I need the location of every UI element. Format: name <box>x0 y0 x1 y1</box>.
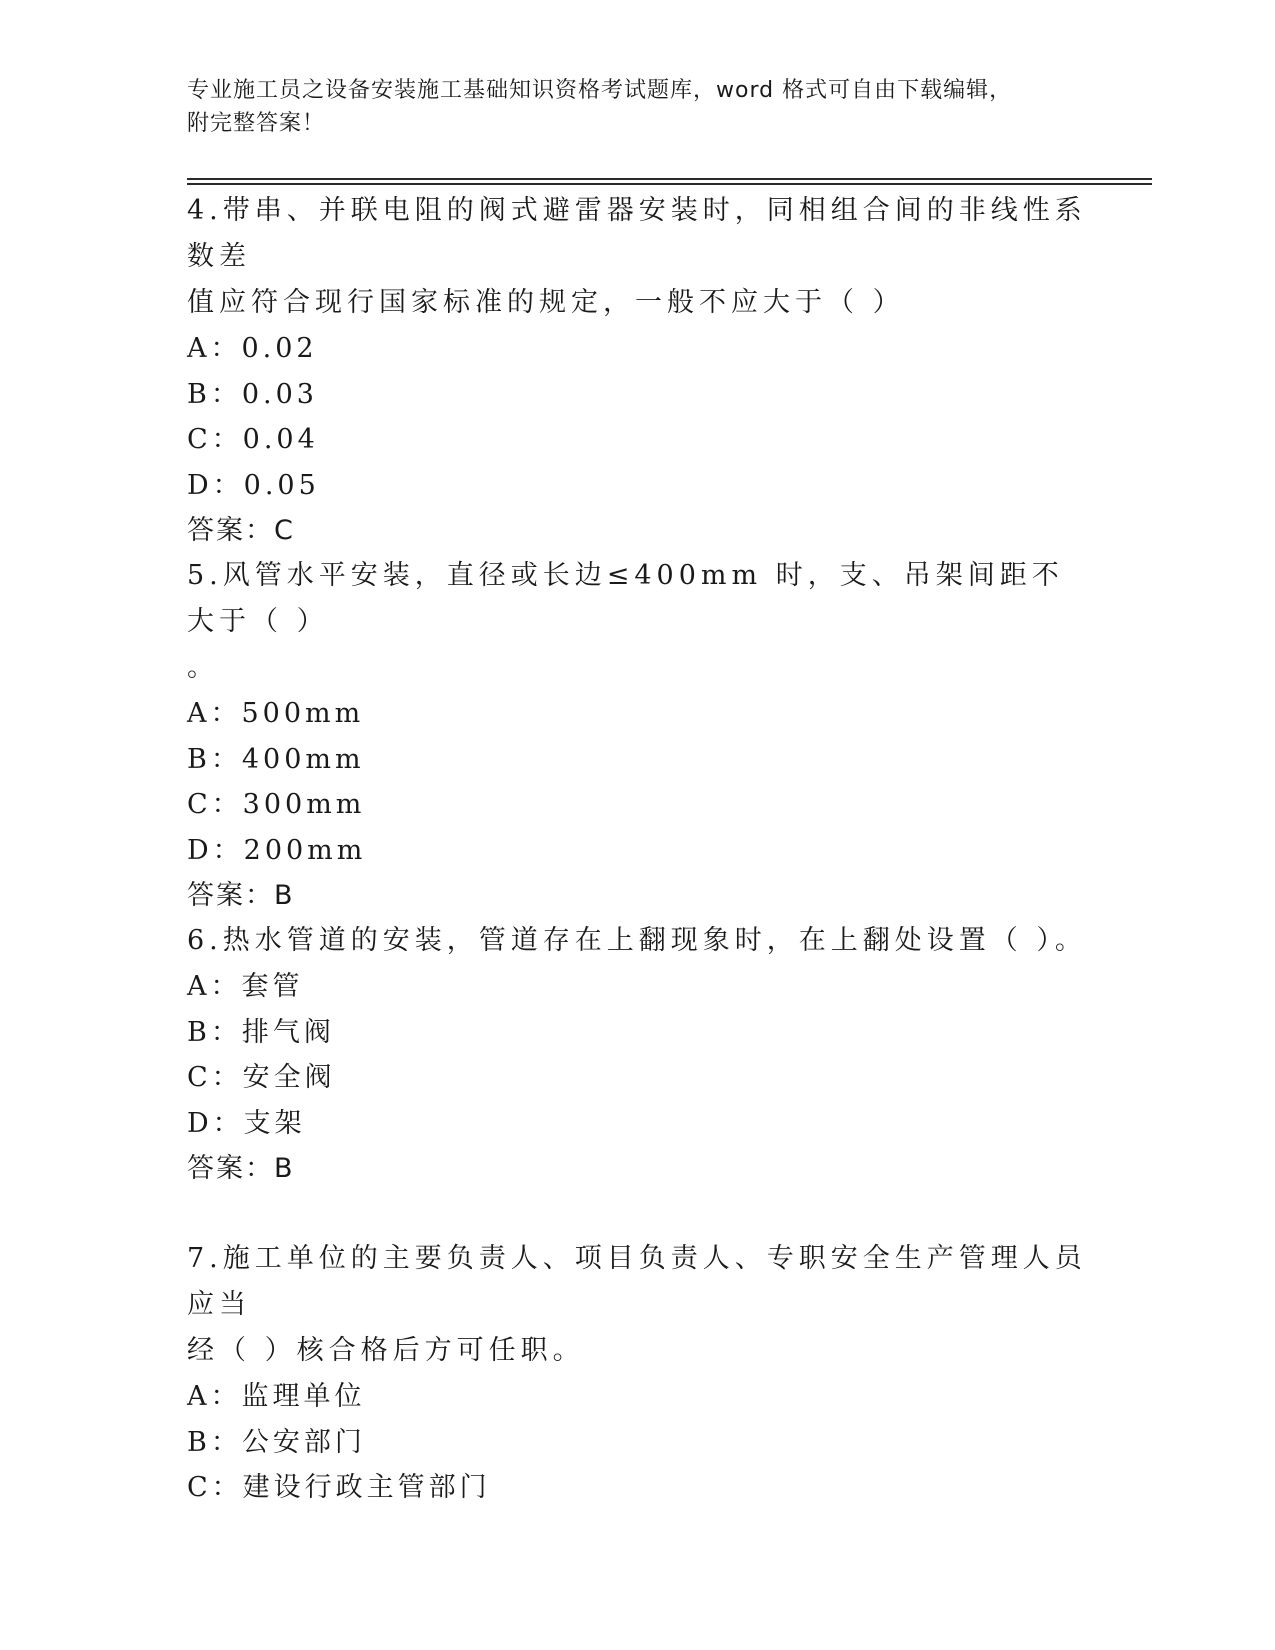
option-a: A：500mm <box>187 698 365 729</box>
question-5 <box>187 553 1087 919</box>
question-7 <box>187 1236 1087 1511</box>
option-c: C：0.04 <box>187 424 319 455</box>
header-divider-bottom <box>187 183 1152 185</box>
header-line-2: 附完整答案！ <box>187 111 326 136</box>
option-d: D：0.05 <box>187 469 320 501</box>
option-c: C：建设行政主管部门 <box>187 1472 491 1503</box>
option-d: D：支架 <box>187 1107 306 1139</box>
option-b: B：0.03 <box>187 378 318 410</box>
option-b: B：公安部门 <box>187 1426 366 1458</box>
header-divider-top <box>187 178 1152 180</box>
option-c: C：安全阀 <box>187 1062 336 1093</box>
answer-line: 答案：B <box>187 1153 295 1184</box>
question-stem-line: 经（ ）核合格后方可任职。 <box>187 1335 585 1366</box>
question-stem-line: 。 <box>187 652 219 683</box>
document-header <box>187 74 1067 140</box>
header-line-1: 专业施工员之设备安装施工基础知识资格考试题库，word 格式可自由下载编辑， <box>187 78 1013 103</box>
question-4 <box>187 188 1087 554</box>
option-a: A：监理单位 <box>187 1381 366 1412</box>
option-b: B：排气阀 <box>187 1016 335 1048</box>
answer-line: 答案：C <box>187 515 295 546</box>
option-a: A：套管 <box>187 971 304 1002</box>
question-stem-line: 值应符合现行国家标准的规定，一般不应大于（ ） <box>187 287 905 318</box>
question-stem-line: 5.风管水平安装，直径或长边≤400mm 时，支、吊架间距不大于（ ） <box>187 560 1064 637</box>
question-stem-line: 4.带串、并联电阻的阀式避雷器安装时，同相组合间的非线性系数差 <box>187 195 1087 272</box>
option-b: B：400mm <box>187 743 365 775</box>
answer-line: 答案：B <box>187 880 295 911</box>
question-6 <box>187 918 1087 1192</box>
option-d: D：200mm <box>187 834 367 866</box>
question-stem-line: 6.热水管道的安装，管道存在上翻现象时，在上翻处设置（ ）。 <box>187 925 1087 956</box>
question-stem-line: 7.施工单位的主要负责人、项目负责人、专职安全生产管理人员应当 <box>187 1243 1087 1320</box>
option-a: A：0.02 <box>187 333 318 364</box>
option-c: C：300mm <box>187 789 366 820</box>
